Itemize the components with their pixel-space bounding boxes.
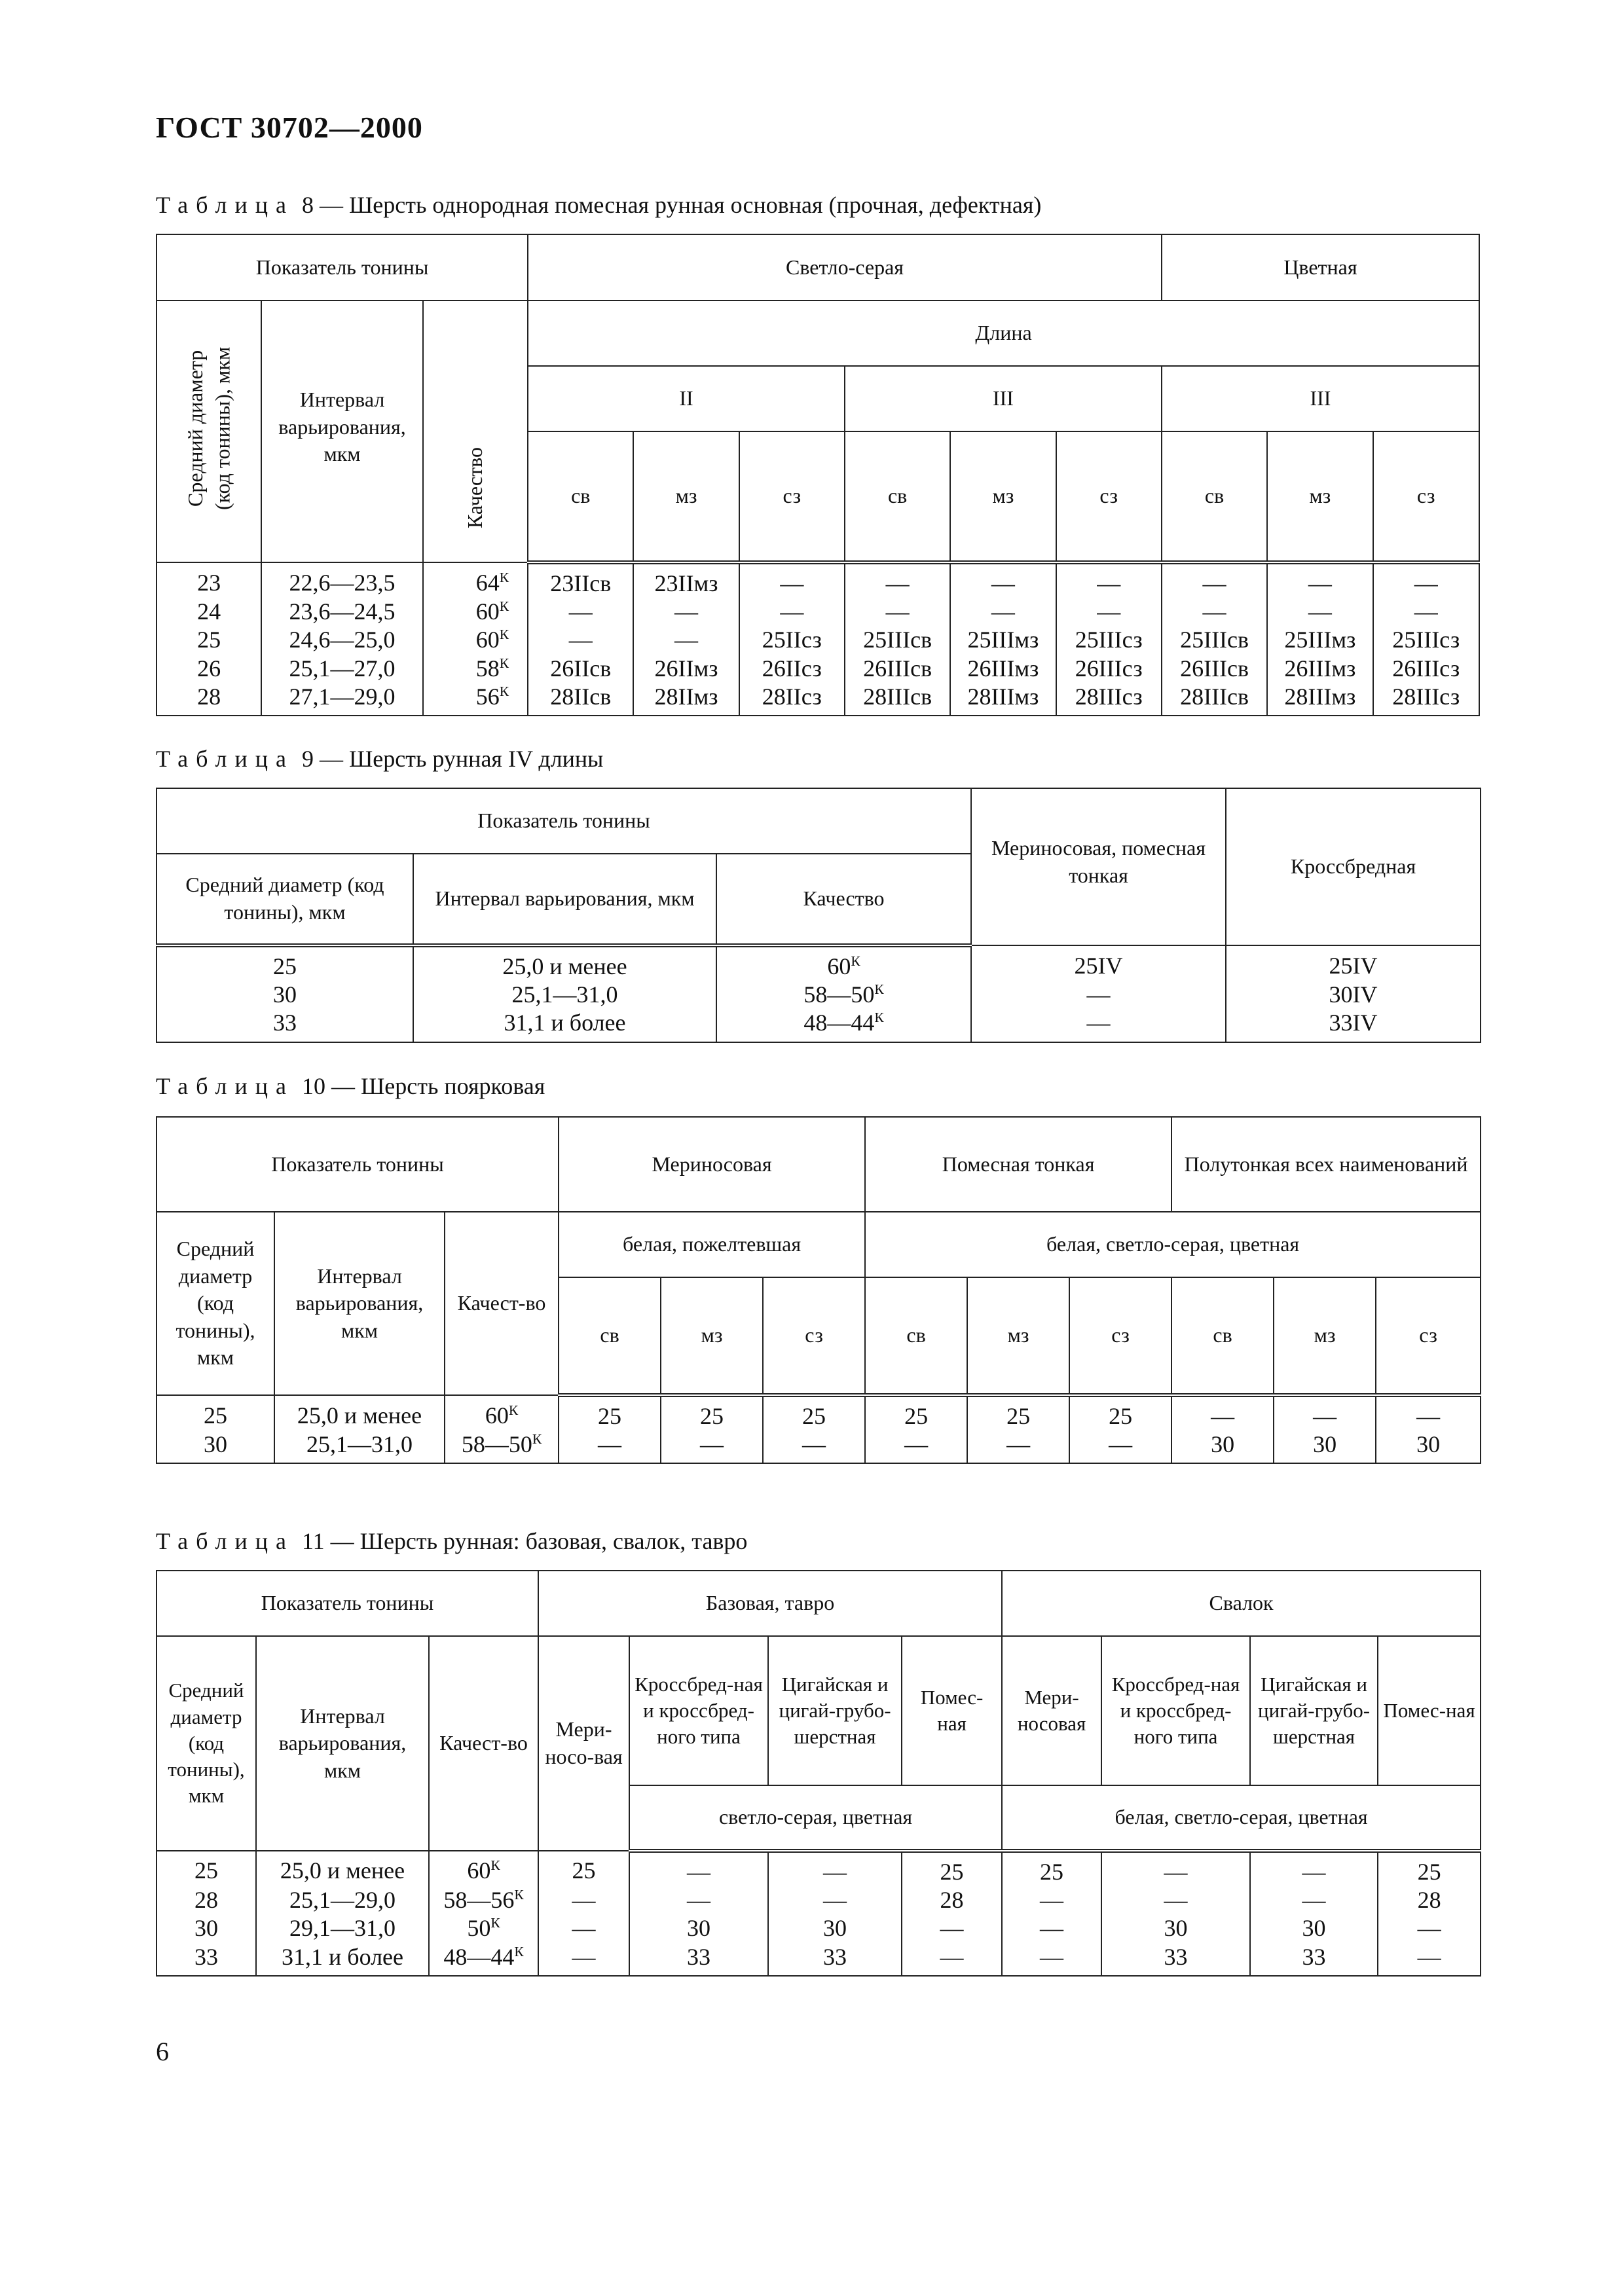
- cell-value: 23IIсв: [528, 562, 633, 598]
- header-cvetnaya: Цветная: [1162, 234, 1479, 301]
- subheader-cell: мз: [967, 1277, 1069, 1395]
- quality-value: 60: [485, 1402, 509, 1429]
- cell-value: —: [1274, 1395, 1376, 1430]
- cell-value: —: [528, 626, 633, 654]
- cell-value: 25: [661, 1395, 763, 1430]
- page-header: ГОСТ 30702—2000: [156, 111, 423, 144]
- cell-value: 28: [1378, 1886, 1481, 1914]
- cell-value: —: [768, 1886, 902, 1914]
- header-dlina: Длина: [528, 301, 1479, 366]
- subheader-cell: сз: [1373, 431, 1480, 562]
- header-merino-svalok: Мери-носовая: [1002, 1636, 1101, 1785]
- cell-kachestvo: [423, 626, 528, 654]
- cell-value: 25: [559, 1395, 661, 1430]
- table-row: [157, 1430, 1481, 1463]
- subheader-cell: сз: [739, 431, 845, 562]
- quality-value: 60: [475, 627, 500, 653]
- subheader-cell: мз: [950, 431, 1056, 562]
- cell-value: 30: [1171, 1430, 1274, 1463]
- cell-value: 26IIIсв: [1162, 655, 1267, 683]
- cell-value: —: [538, 1886, 629, 1914]
- header-interval: Интервал варьирования, мкм: [256, 1636, 429, 1851]
- table-row: [157, 945, 1481, 981]
- cell-value: 28IIмз: [633, 683, 739, 716]
- table-11-caption: [156, 1527, 747, 1555]
- cell-value: —: [739, 562, 845, 598]
- quality-value: 58—50: [803, 981, 875, 1008]
- cell-interval: 24,6—25,0: [261, 626, 422, 654]
- cell-value: 28: [902, 1886, 1002, 1914]
- caption-word: Таблица: [156, 1528, 294, 1554]
- cell-value: 23IIмз: [633, 562, 739, 598]
- header-belaya: белая, светло-серая, цветная: [1002, 1785, 1481, 1851]
- header-interval: Интервал варьирования, мкм: [413, 854, 716, 945]
- table-8-caption: [156, 191, 1041, 219]
- table-row: [157, 1886, 1481, 1914]
- quality-superscript: К: [499, 655, 509, 671]
- cell-interval: 25,0 и менее: [274, 1395, 445, 1430]
- cell-value: —: [1378, 1943, 1481, 1976]
- cell-diametr: 23: [157, 562, 261, 598]
- table-row: [157, 626, 1479, 654]
- cell-value: 33: [768, 1943, 902, 1976]
- cell-kachestvo: [445, 1395, 559, 1430]
- header-length-group: III: [1162, 366, 1479, 431]
- header-kross-svalok: Кроссбред-ная и кроссбред-ного типа: [1101, 1636, 1250, 1785]
- cell-value: —: [633, 626, 739, 654]
- subheader-cell: сз: [1376, 1277, 1481, 1395]
- quality-superscript: К: [532, 1431, 542, 1448]
- cell-kachestvo: [716, 981, 971, 1009]
- cell-value: —: [1101, 1851, 1250, 1886]
- cell-value: —: [1267, 562, 1373, 598]
- cell-interval: 25,1—29,0: [256, 1886, 429, 1914]
- header-length-group: III: [845, 366, 1162, 431]
- cell-diametr: 28: [157, 683, 261, 716]
- cell-diametr: 25: [157, 626, 261, 654]
- quality-superscript: К: [499, 570, 509, 585]
- cell-value: 30: [768, 1914, 902, 1942]
- cell-value: 26IIмз: [633, 655, 739, 683]
- header-polutonkaya: Полутонкая всех наименований: [1171, 1117, 1481, 1212]
- table-11: [156, 1570, 1481, 1977]
- cell-value: —: [633, 598, 739, 626]
- table-8: [156, 234, 1480, 716]
- header-svetlo-seraya: светло-серая, цветная: [629, 1785, 1002, 1851]
- cell-value: —: [1373, 598, 1480, 626]
- header-pokazatel: Показатель тонины: [157, 1571, 538, 1636]
- cell-value: 25: [967, 1395, 1069, 1430]
- quality-value: 56: [475, 683, 500, 710]
- cell-value: 25: [538, 1851, 629, 1886]
- cell-value: 28IIсв: [528, 683, 633, 716]
- subheader-cell: мз: [1267, 431, 1373, 562]
- header-merino: Мериносовая, помесная тонкая: [971, 788, 1226, 945]
- caption-text: 8 — Шерсть однородная помесная рунная основная (прочная, дефектная): [301, 192, 1042, 218]
- subheader-cell: мз: [1274, 1277, 1376, 1395]
- cell-value: —: [950, 598, 1056, 626]
- header-merino: Мериносовая: [559, 1117, 865, 1212]
- header-srednij-diametr: Средний диаметр (код тонины), мкм: [157, 1636, 256, 1851]
- cell-value: —: [1171, 1395, 1274, 1430]
- cell-value: 25IIIсз: [1373, 626, 1480, 654]
- cell-value: —: [1002, 1886, 1101, 1914]
- table-row: [157, 1914, 1481, 1942]
- header-kachestvo: Качест-во: [429, 1636, 538, 1851]
- cell-value: 30: [1101, 1914, 1250, 1942]
- cell-kachestvo: [429, 1914, 538, 1942]
- cell-interval: 25,1—31,0: [413, 981, 716, 1009]
- quality-superscript: К: [514, 1887, 524, 1903]
- cell-value: —: [1101, 1886, 1250, 1914]
- subheader-cell: св: [845, 431, 950, 562]
- cell-value: 26IIсв: [528, 655, 633, 683]
- quality-value: 48—44: [443, 1943, 515, 1970]
- header-kachestvo: Качество: [716, 854, 971, 945]
- cell-kachestvo: [423, 683, 528, 716]
- quality-superscript: К: [499, 627, 509, 643]
- cell-value: 25: [1002, 1851, 1101, 1886]
- header-length-group: II: [528, 366, 845, 431]
- cell-value: —: [1250, 1851, 1378, 1886]
- cell-value: —: [1056, 562, 1162, 598]
- caption-text: 9 — Шерсть рунная IV длины: [301, 746, 604, 772]
- table-10: [156, 1116, 1481, 1464]
- caption-text: 11 — Шерсть рунная: базовая, свалок, тавро: [301, 1528, 748, 1554]
- cell-kachestvo: [429, 1943, 538, 1976]
- cell-value: 28IIIсв: [845, 683, 950, 716]
- header-svetlo-seraya: Светло-серая: [528, 234, 1162, 301]
- cell-value: —: [902, 1943, 1002, 1976]
- quality-value: 58—56: [443, 1887, 515, 1914]
- cell-value: —: [629, 1886, 768, 1914]
- header-kachestvo: Качест-во: [445, 1212, 559, 1395]
- cell-value: —: [971, 1009, 1226, 1042]
- cell-value: 28IIIмз: [1267, 683, 1373, 716]
- header-kross: Кроссбред-ная и кроссбред-ного типа: [629, 1636, 768, 1785]
- cell-value: 26IIIмз: [1267, 655, 1373, 683]
- header-srednij-text: Средний диаметр (код тонины), мкм: [183, 346, 234, 510]
- cell-value: 25IIсз: [739, 626, 845, 654]
- header-pokazatel: Показатель тонины: [157, 234, 528, 301]
- header-interval: Интервал варьирования, мкм: [261, 301, 422, 562]
- cell-value: —: [971, 981, 1226, 1009]
- quality-value: 58: [475, 655, 500, 682]
- cell-value: 25: [902, 1851, 1002, 1886]
- cell-value: —: [739, 598, 845, 626]
- cell-value: —: [1069, 1430, 1171, 1463]
- cell-value: —: [559, 1430, 661, 1463]
- cell-interval: 31,1 и более: [413, 1009, 716, 1042]
- quality-value: 60: [475, 598, 500, 625]
- cell-kachestvo: [716, 945, 971, 981]
- cell-value: 26IIIсв: [845, 655, 950, 683]
- subheader-cell: св: [1162, 431, 1267, 562]
- cell-kachestvo: [423, 598, 528, 626]
- cell-value: 30: [1274, 1430, 1376, 1463]
- cell-value: 25: [865, 1395, 967, 1430]
- table-row: [157, 1851, 1481, 1886]
- table-row: [157, 1009, 1481, 1042]
- table-row: [157, 655, 1479, 683]
- cell-value: 28IIIсв: [1162, 683, 1267, 716]
- cell-value: 25: [1378, 1851, 1481, 1886]
- table-row: [157, 981, 1481, 1009]
- header-pomes-svalok: Помес-ная: [1378, 1636, 1481, 1785]
- cell-value: 30: [1376, 1430, 1481, 1463]
- cell-kachestvo: [429, 1851, 538, 1886]
- cell-value: 30IV: [1226, 981, 1481, 1009]
- header-kross: Кроссбредная: [1226, 788, 1481, 945]
- subheader-cell: сз: [1069, 1277, 1171, 1395]
- cell-value: —: [1378, 1914, 1481, 1942]
- cell-value: 25IIIсв: [845, 626, 950, 654]
- cell-diametr: 33: [157, 1009, 413, 1042]
- header-svalok: Свалок: [1002, 1571, 1481, 1636]
- quality-superscript: К: [499, 683, 509, 699]
- subheader-cell: св: [559, 1277, 661, 1395]
- cell-value: —: [1376, 1395, 1481, 1430]
- quality-value: 50: [467, 1915, 491, 1942]
- cell-value: 25IV: [971, 945, 1226, 981]
- cell-value: —: [902, 1914, 1002, 1942]
- cell-interval: 25,1—27,0: [261, 655, 422, 683]
- cell-value: 25IIIсв: [1162, 626, 1267, 654]
- subheader-cell: мз: [633, 431, 739, 562]
- cell-value: —: [1267, 598, 1373, 626]
- cell-value: 30: [629, 1914, 768, 1942]
- cell-value: —: [950, 562, 1056, 598]
- cell-diametr: 25: [157, 1851, 256, 1886]
- cell-kachestvo: [429, 1886, 538, 1914]
- quality-superscript: К: [490, 1915, 500, 1931]
- cell-diametr: 33: [157, 1943, 256, 1976]
- cell-value: 25IIIсз: [1056, 626, 1162, 654]
- cell-value: 25: [763, 1395, 865, 1430]
- cell-value: —: [1002, 1914, 1101, 1942]
- table-row: [157, 562, 1479, 598]
- quality-superscript: К: [490, 1857, 500, 1873]
- cell-value: 28IIсз: [739, 683, 845, 716]
- table-9-caption: [156, 745, 603, 773]
- table-row: [157, 598, 1479, 626]
- subheader-cell: св: [1171, 1277, 1274, 1395]
- quality-superscript: К: [874, 981, 884, 998]
- cell-value: 26IIIсз: [1373, 655, 1480, 683]
- cell-value: 33: [629, 1943, 768, 1976]
- caption-text: 10 — Шерсть поярковая: [301, 1073, 545, 1099]
- caption-word: Таблица: [156, 746, 294, 772]
- cell-interval: 27,1—29,0: [261, 683, 422, 716]
- cell-interval: 31,1 и более: [256, 1943, 429, 1976]
- table-row: [157, 1943, 1481, 1976]
- cell-diametr: 24: [157, 598, 261, 626]
- cell-value: —: [1002, 1943, 1101, 1976]
- header-srednij-diametr: Средний диаметр (код тонины), мкм: [157, 854, 413, 945]
- cell-kachestvo: [423, 562, 528, 598]
- cell-diametr: 26: [157, 655, 261, 683]
- cell-interval: 22,6—23,5: [261, 562, 422, 598]
- cell-value: —: [1162, 562, 1267, 598]
- cell-value: —: [1056, 598, 1162, 626]
- header-interval: Интервал варьирования, мкм: [274, 1212, 445, 1395]
- cell-value: 28IIIсз: [1056, 683, 1162, 716]
- quality-superscript: К: [499, 598, 509, 615]
- cell-kachestvo: [445, 1430, 559, 1463]
- header-belaya-svetlo-seraya: белая, светло-серая, цветная: [865, 1212, 1481, 1277]
- cell-diametr: 30: [157, 1430, 274, 1463]
- cell-diametr: 25: [157, 945, 413, 981]
- cell-value: —: [845, 598, 950, 626]
- subheader-cell: св: [528, 431, 633, 562]
- cell-diametr: 28: [157, 1886, 256, 1914]
- quality-superscript: К: [874, 1010, 884, 1026]
- quality-superscript: К: [851, 953, 860, 969]
- table-row: [157, 683, 1479, 716]
- cell-value: 33: [1250, 1943, 1378, 1976]
- cell-interval: 25,0 и менее: [413, 945, 716, 981]
- cell-interval: 29,1—31,0: [256, 1914, 429, 1942]
- cell-value: —: [538, 1943, 629, 1976]
- cell-kachestvo: [716, 1009, 971, 1042]
- cell-diametr: 30: [157, 1914, 256, 1942]
- cell-value: —: [768, 1851, 902, 1886]
- cell-value: —: [1250, 1886, 1378, 1914]
- cell-value: —: [763, 1430, 865, 1463]
- cell-value: 26IIсз: [739, 655, 845, 683]
- cell-value: —: [661, 1430, 763, 1463]
- cell-value: —: [629, 1851, 768, 1886]
- cell-value: —: [1162, 598, 1267, 626]
- quality-superscript: К: [514, 1943, 524, 1959]
- quality-value: 48—44: [803, 1010, 875, 1036]
- caption-word: Таблица: [156, 1073, 294, 1099]
- cell-value: 33IV: [1226, 1009, 1481, 1042]
- cell-interval: 23,6—24,5: [261, 598, 422, 626]
- cell-interval: 25,0 и менее: [256, 1851, 429, 1886]
- cell-value: —: [845, 562, 950, 598]
- header-cigai-svalok: Цигайская и цигай-грубо-шерстная: [1250, 1636, 1378, 1785]
- cell-diametr: 25: [157, 1395, 274, 1430]
- subheader-cell: сз: [1056, 431, 1162, 562]
- table-10-caption: [156, 1072, 545, 1100]
- cell-value: —: [528, 598, 633, 626]
- header-srednij-diametr: Средний диаметр (код тонины), мкм: [157, 1212, 274, 1395]
- header-kachestvo-text: Качество: [463, 447, 487, 529]
- header-bazovaya: Базовая, тавро: [538, 1571, 1002, 1636]
- header-merino: Мери-носо-вая: [538, 1636, 629, 1851]
- subheader-cell: св: [865, 1277, 967, 1395]
- cell-value: —: [538, 1914, 629, 1942]
- cell-kachestvo: [423, 655, 528, 683]
- quality-superscript: К: [508, 1402, 519, 1418]
- cell-value: 25IV: [1226, 945, 1481, 981]
- quality-value: 58—50: [461, 1431, 532, 1458]
- header-pokazatel: Показатель тонины: [157, 788, 971, 854]
- quality-value: 60: [827, 953, 851, 979]
- header-cigai: Цигайская и цигай-грубо-шерстная: [768, 1636, 902, 1785]
- header-pomes: Помес-ная: [902, 1636, 1002, 1785]
- cell-value: —: [967, 1430, 1069, 1463]
- cell-value: —: [865, 1430, 967, 1463]
- quality-value: 64: [475, 570, 500, 596]
- cell-value: 33: [1101, 1943, 1250, 1976]
- header-pomes-tonkaya: Помесная тонкая: [865, 1117, 1171, 1212]
- cell-value: 26IIIсз: [1056, 655, 1162, 683]
- cell-diametr: 30: [157, 981, 413, 1009]
- cell-value: 28IIIсз: [1373, 683, 1480, 716]
- page-number: 6: [156, 2037, 169, 2066]
- subheader-cell: сз: [763, 1277, 865, 1395]
- cell-value: 28IIIмз: [950, 683, 1056, 716]
- header-pokazatel: Показатель тонины: [157, 1117, 559, 1212]
- cell-value: 26IIIмз: [950, 655, 1056, 683]
- cell-value: 25IIIмз: [950, 626, 1056, 654]
- table-row: [157, 1395, 1481, 1430]
- cell-value: 30: [1250, 1914, 1378, 1942]
- caption-word: Таблица: [156, 192, 294, 218]
- cell-interval: 25,1—31,0: [274, 1430, 445, 1463]
- cell-value: 25IIIмз: [1267, 626, 1373, 654]
- header-belaya-pozheltevshaya: белая, пожелтевшая: [559, 1212, 865, 1277]
- cell-value: —: [1373, 562, 1480, 598]
- header-kachestvo: [423, 301, 528, 562]
- subheader-cell: мз: [661, 1277, 763, 1395]
- header-srednij-diametr: [157, 301, 261, 562]
- cell-value: 25: [1069, 1395, 1171, 1430]
- table-9: [156, 788, 1481, 1043]
- quality-value: 60: [467, 1857, 491, 1884]
